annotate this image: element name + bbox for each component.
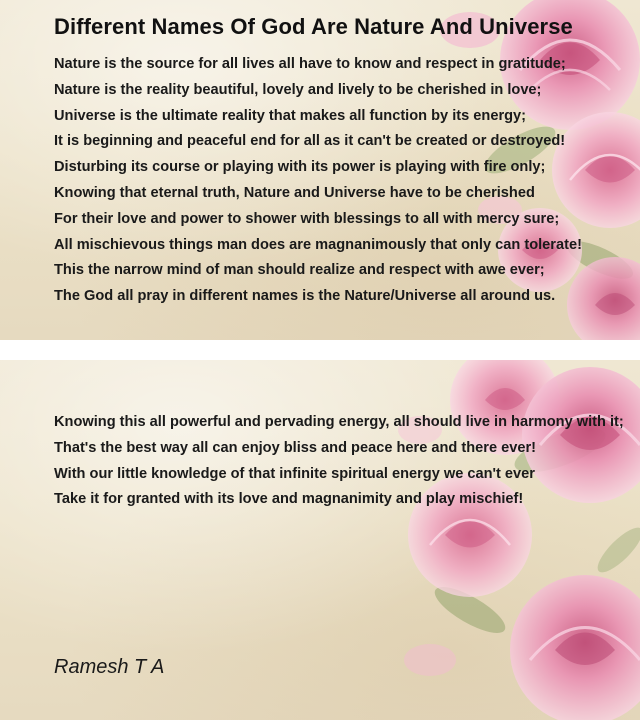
stanza-1 bbox=[54, 52, 582, 310]
poem-line: With our little knowledge of that infinite spiritual energy we can't ever bbox=[54, 465, 535, 482]
poem-line: Take it for granted with its love and magnanimity and play mischief! bbox=[54, 491, 524, 508]
poem-panel-top bbox=[0, 0, 640, 340]
panel-divider bbox=[0, 340, 640, 360]
poem-line: Knowing that eternal truth, Nature and Universe have to be cherished bbox=[54, 184, 535, 201]
poem-line: Nature is the source for all lives all have to know and respect in gratitude; bbox=[54, 56, 566, 72]
poem-line: It is beginning and peaceful end for all as it can't be created or destroyed! bbox=[54, 133, 566, 150]
poem-panel-bottom bbox=[0, 360, 640, 720]
poem-author: Ramesh T A bbox=[54, 656, 165, 678]
poem-line: Universe is the ultimate reality that makes all function by its energy; bbox=[54, 107, 527, 124]
poem-title: Different Names Of God Are Nature And Universe bbox=[54, 14, 573, 39]
poem-line: Nature is the reality beautiful, lovely and lively to be cherished in love; bbox=[54, 81, 542, 98]
poem-line: This the narrow mind of man should realize and respect with awe ever; bbox=[54, 262, 545, 279]
poem-line: All mischievous things man does are magnanimously that only can tolerate! bbox=[54, 236, 582, 253]
poem-line: Knowing this all powerful and pervading energy, all should live in harmony with it; bbox=[54, 414, 624, 430]
poem-line: Disturbing its course or playing with its power is playing with fire only; bbox=[54, 159, 546, 176]
poem-line: That's the best way all can enjoy bliss and peace here and there ever! bbox=[54, 439, 536, 456]
poem-line: For their love and power to shower with blessings to all with mercy sure; bbox=[54, 210, 560, 227]
poem-line: The God all pray in different names is the Nature/Universe all around us. bbox=[54, 288, 556, 305]
stanza-2 bbox=[54, 410, 624, 513]
